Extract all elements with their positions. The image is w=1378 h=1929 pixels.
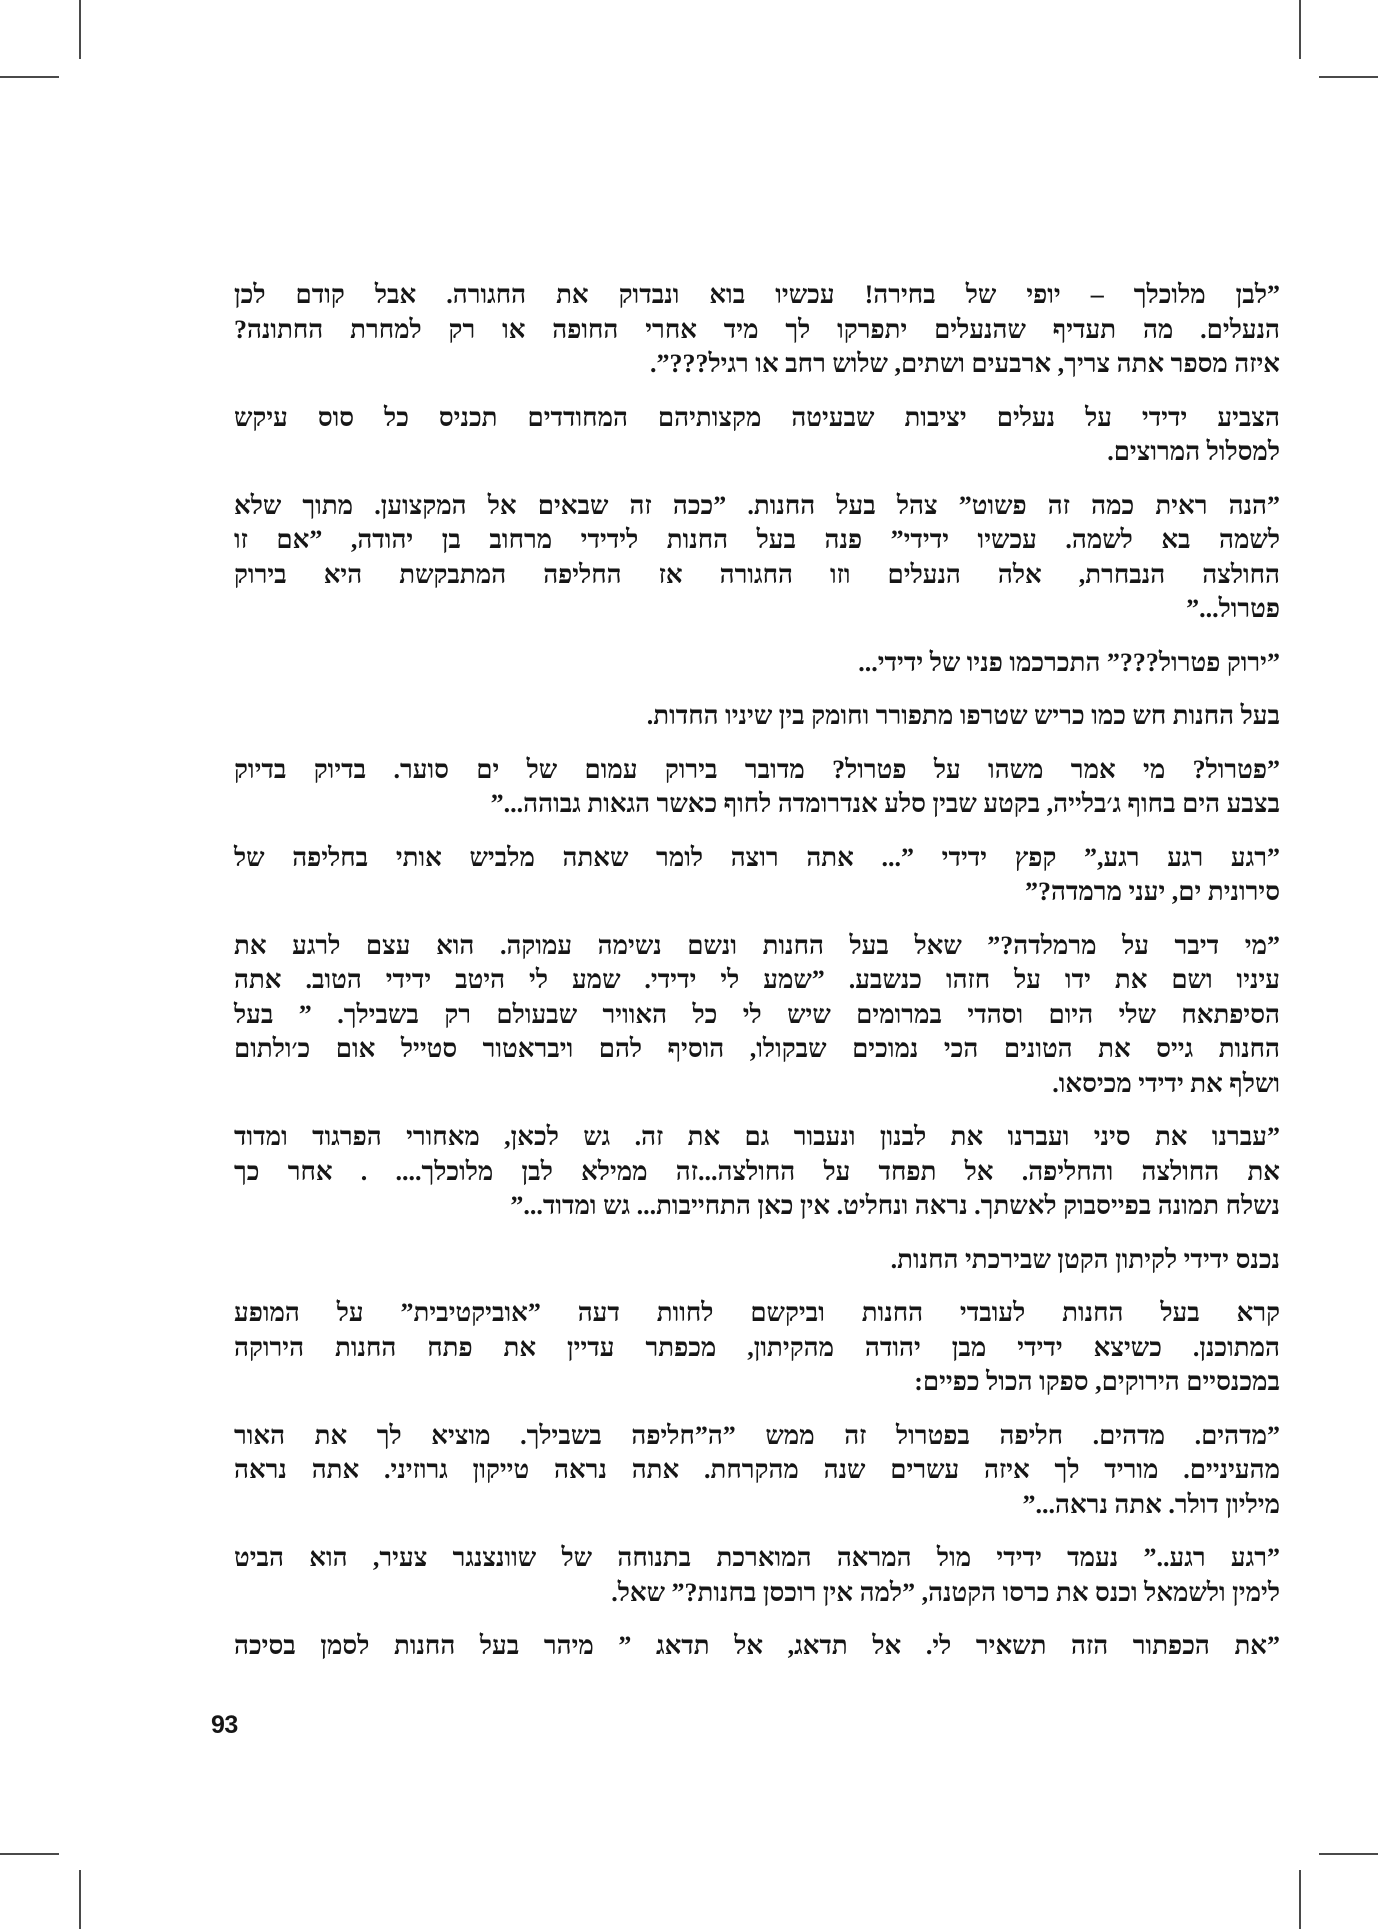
crop-mark-bottom-left-horizontal xyxy=(0,1853,59,1855)
crop-mark-bottom-left-vertical xyxy=(79,1870,81,1929)
crop-mark-bottom-right-vertical xyxy=(1299,1870,1301,1929)
body-text xyxy=(234,278,1280,1683)
paragraph-5 xyxy=(234,699,1280,734)
text-line: איזה מספר אתה צריך, ארבעים ושתים, שלוש רחב או רגיל???”. xyxy=(649,349,1280,378)
paragraph-4 xyxy=(234,646,1280,681)
text-line: ”עברנו את סיני ועברנו את לבנון ונעבור גם את זה. גש לכאן, מאחורי הפרגוד ומדוד xyxy=(234,1122,1280,1151)
text-line: ”מדהים. מדהים. חליפה בפטרול זה ממש ”ה”חליפה בשבילך. מוציא לך את האור xyxy=(234,1420,1280,1450)
paragraph-13 xyxy=(234,1541,1280,1610)
paragraph-9 xyxy=(234,1120,1280,1224)
paragraph-7 xyxy=(234,841,1280,910)
text-line: החולצה הנבחרת, אלה הנעלים וזו החגורה אז החליפה המתבקשת היא בירוק xyxy=(234,559,1280,589)
text-line: הנעלים. מה תעדיף שהנעלים יתפרקו לך מיד אחרי החופה או רק למחרת החתונה? xyxy=(234,314,1280,344)
text-line: ”את הכפתור הזה תשאיר לי. אל תדאג, אל תדאג ” מיהר בעל החנות לסמן בסיכה xyxy=(234,1631,1280,1660)
crop-mark-bottom-right-horizontal xyxy=(1319,1853,1378,1855)
text-line: ”מי דיבר על מרמלדה?” שאל בעל החנות ונשם נשימה עמוקה. הוא עצם לרגע את xyxy=(234,930,1280,960)
text-line: מיליון דולר. אתה נראה...” xyxy=(1022,1489,1280,1519)
text-line: לימין ולשמאל וכנס את כרסו הקטנה, ”למה אין רוכסן בחנות?” שאל. xyxy=(611,1577,1280,1607)
text-line: סירונית ים, יעני מרמדה?” xyxy=(1024,877,1280,906)
text-line: מהעיניים. מוריד לך איזה עשרים שנה מהקרחת. אתה נראה טייקון גרוזיני. אתה נראה xyxy=(234,1455,1280,1484)
paragraph-6 xyxy=(234,753,1280,822)
text-line: הסיפתאח שלי היום וסהדי במרומים שיש לי כל האוויר שבעולם רק בשבילך. ” בעל xyxy=(234,999,1280,1029)
text-line: ”הנה ראית כמה זה פשוט” צהל בעל החנות. ”ככה זה שבאים אל המקצוען. מתוך שלא xyxy=(234,490,1280,520)
text-line: במכנסיים הירוקים, ספקו הכול כפיים: xyxy=(914,1367,1280,1396)
text-line: ”לבן מלוכלך – יופי של בחירה! עכשיו בוא ונבדוק את החגורה. אבל קודם לכן xyxy=(234,280,1280,309)
paragraph-10 xyxy=(234,1243,1280,1278)
crop-mark-top-right-vertical xyxy=(1299,0,1301,59)
crop-mark-top-right-horizontal xyxy=(1319,76,1378,78)
text-line: למסלול המרוצים. xyxy=(1107,437,1280,466)
text-line: בצבע הים בחוף ג׳בלייה, בקטע שבין סלע אנדרומדה לחוף כאשר הגאות גבוהה...” xyxy=(490,789,1280,818)
paragraph-3 xyxy=(234,489,1280,627)
text-line: החנות גייס את הטונים הכי נמוכים שבקולו, הוסיף להם ויבראטור סטייל אום כ׳ולתום xyxy=(234,1034,1280,1063)
text-line: את החולצה והחליפה. אל תפחד על החולצה...זה ממילא לבן מלוכלך.... . אחר כך xyxy=(234,1156,1280,1186)
text-line: קרא בעל החנות לעובדי החנות וביקשם לחוות דעה ”אוביקטיבית” על המופע xyxy=(234,1298,1280,1327)
text-line: ”פטרול? מי אמר משהו על פטרול? מדובר בירוק עמום של ים סוער. בדיוק בדיוק xyxy=(234,754,1280,784)
text-line: ”ירוק פטרול???” התכרכמו פניו של ידידי... xyxy=(858,647,1280,677)
text-line: ”רגע רגע..” נעמד ידידי מול המראה המוארכת בתנוחה של שוונצנגר צעיר, הוא הביט xyxy=(234,1543,1280,1572)
text-line: המתוכנן. כשיצא ידידי מבן יהודה מהקיתון, מכפתר עדיין את פתח החנות הירוקה xyxy=(234,1332,1280,1362)
paragraph-1 xyxy=(234,278,1280,382)
paragraph-2 xyxy=(234,401,1280,470)
crop-mark-top-left-horizontal xyxy=(0,76,59,78)
text-line: פטרול...” xyxy=(1186,594,1280,623)
text-line: ושלף את ידידי מכיסאו. xyxy=(1052,1068,1280,1098)
text-line: הצביע ידידי על נעלים יציבות שבעיטה מקצותיהם המחודדים תכניס כל סוס עיקש xyxy=(234,402,1280,432)
page-number: 93 xyxy=(211,1711,238,1739)
text-line: נכנס ידידי לקיתון הקטן שבירכתי החנות. xyxy=(890,1244,1280,1274)
paragraph-8 xyxy=(234,929,1280,1102)
text-line: ”רגע רגע רגע,” קפץ ידידי ”... אתה רוצה לומר שאתה מלביש אותי בחליפה של xyxy=(234,842,1280,872)
text-line: בעל החנות חש כמו כריש שטרפו מתפורר וחומק בין שיניו החדות. xyxy=(646,701,1280,730)
crop-mark-top-left-vertical xyxy=(79,0,81,59)
text-line: נשלח תמונה בפייסבוק לאשתך. נראה ונחליט. אין כאן התחייבות... גש ומדוד...” xyxy=(510,1191,1280,1220)
text-line: עיניו ושם את ידו על חזהו כנשבע. ”שמע לי ידידי. שמע לי היטב ידידי הטוב. אתה xyxy=(234,965,1280,994)
paragraph-14 xyxy=(234,1629,1280,1664)
paragraph-12 xyxy=(234,1419,1280,1523)
text-line: לשמה בא לשמה. עכשיו ידידי” פנה בעל החנות לידידי מרחוב בן יהודה, ”אם זו xyxy=(234,525,1280,554)
paragraph-11 xyxy=(234,1296,1280,1400)
